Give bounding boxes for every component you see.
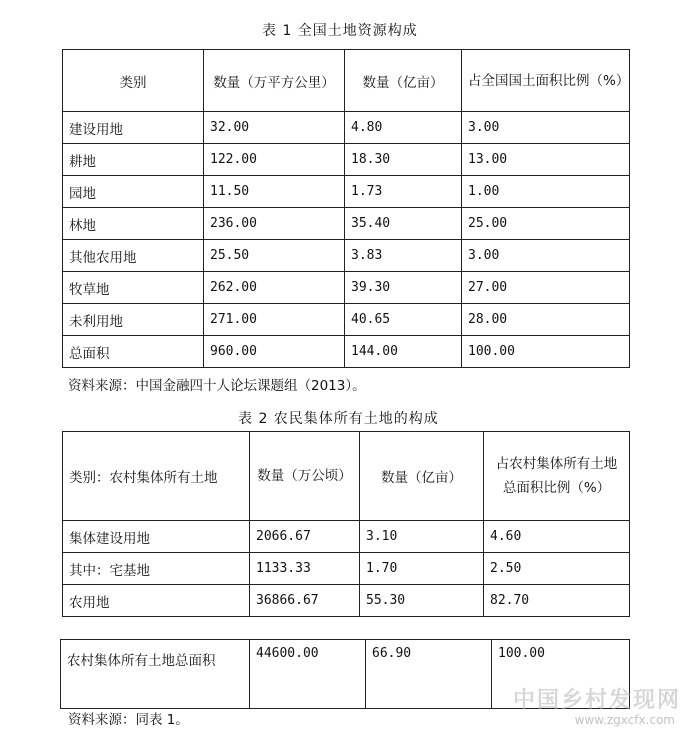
- header-category: 类别: [63, 50, 204, 112]
- cell-category: 集体建设用地: [63, 521, 250, 553]
- cell-value: 66.90: [366, 640, 492, 709]
- header-area-ha: 数量（万公顷）: [250, 432, 360, 521]
- watermark-url: www.zgxcfx.com: [574, 713, 675, 727]
- cell-value: 122.00: [204, 144, 345, 176]
- cell-value: 1133.33: [250, 553, 360, 585]
- cell-value: 3.00: [462, 240, 630, 272]
- cell-value: 2.50: [484, 553, 630, 585]
- table1-title: 表 1 全国土地资源构成: [262, 23, 418, 39]
- table-row: [63, 304, 630, 336]
- cell-category: 其中：宅基地: [63, 553, 250, 585]
- watermark-logo: 中国乡村发现网: [512, 688, 681, 713]
- cell-category: 总面积: [63, 336, 204, 368]
- cell-value: 25.50: [204, 240, 345, 272]
- table-row: [63, 585, 630, 617]
- cell-category: 牧草地: [63, 272, 204, 304]
- cell-value: 35.40: [345, 208, 462, 240]
- cell-value: 4.60: [484, 521, 630, 553]
- cell-value: 100.00: [492, 640, 630, 709]
- cell-value: 144.00: [345, 336, 462, 368]
- cell-value: 44600.00: [250, 640, 366, 709]
- header-area-mu: 数量（亿亩）: [345, 50, 462, 112]
- table-row: [63, 112, 630, 144]
- cell-value: 2066.67: [250, 521, 360, 553]
- cell-value: 271.00: [204, 304, 345, 336]
- cell-value: 1.70: [360, 553, 484, 585]
- cell-category: 建设用地: [63, 112, 204, 144]
- cell-value: 27.00: [462, 272, 630, 304]
- cell-value: 1.00: [462, 176, 630, 208]
- cell-value: 4.80: [345, 112, 462, 144]
- cell-value: 3.00: [462, 112, 630, 144]
- cell-value: 11.50: [204, 176, 345, 208]
- table-row: [63, 240, 630, 272]
- cell-value: 236.00: [204, 208, 345, 240]
- cell-value: 262.00: [204, 272, 345, 304]
- cell-value: 28.00: [462, 304, 630, 336]
- cell-category: 其他农用地: [63, 240, 204, 272]
- header-category: 类别：农村集体所有土地: [63, 432, 250, 521]
- table-row: [63, 208, 630, 240]
- cell-value: 18.30: [345, 144, 462, 176]
- cell-category: 林地: [63, 208, 204, 240]
- collective-land-table: [62, 431, 630, 617]
- cell-category: 耕地: [63, 144, 204, 176]
- cell-value: 100.00: [462, 336, 630, 368]
- header-area-mu: 数量（亿亩）: [360, 432, 484, 521]
- table2-source-note: 资料来源：同表 1。: [68, 712, 189, 728]
- cell-value: 1.73: [345, 176, 462, 208]
- table-row: [63, 521, 630, 553]
- cell-value: 55.30: [360, 585, 484, 617]
- cell-value: 40.65: [345, 304, 462, 336]
- table-header-row: [63, 432, 630, 521]
- cell-value: 39.30: [345, 272, 462, 304]
- cell-category: 园地: [63, 176, 204, 208]
- table-row: [63, 553, 630, 585]
- table-row: [63, 272, 630, 304]
- land-resources-table: [62, 49, 630, 368]
- cell-value: 3.10: [360, 521, 484, 553]
- table-row: [63, 176, 630, 208]
- table-header-row: [63, 50, 630, 112]
- table2-title: 表 2 农民集体所有土地的构成: [238, 411, 439, 427]
- header-share: 占农村集体所有土地总面积比例（%）: [484, 432, 630, 521]
- cell-value: 3.83: [345, 240, 462, 272]
- cell-category: 农村集体所有土地总面积: [61, 640, 250, 709]
- header-share: 占全国国土面积比例（%）: [462, 50, 630, 112]
- cell-value: 82.70: [484, 585, 630, 617]
- header-area-km: 数量（万平方公里）: [204, 50, 345, 112]
- cell-value: 36866.67: [250, 585, 360, 617]
- cell-value: 960.00: [204, 336, 345, 368]
- cell-category: 农用地: [63, 585, 250, 617]
- cell-value: 32.00: [204, 112, 345, 144]
- table-row-total: [63, 336, 630, 368]
- cell-value: 25.00: [462, 208, 630, 240]
- cell-category: 未利用地: [63, 304, 204, 336]
- table1-source-note: 资料来源：中国金融四十人论坛课题组（2013）。: [68, 378, 366, 394]
- cell-value: 13.00: [462, 144, 630, 176]
- table-row: [63, 144, 630, 176]
